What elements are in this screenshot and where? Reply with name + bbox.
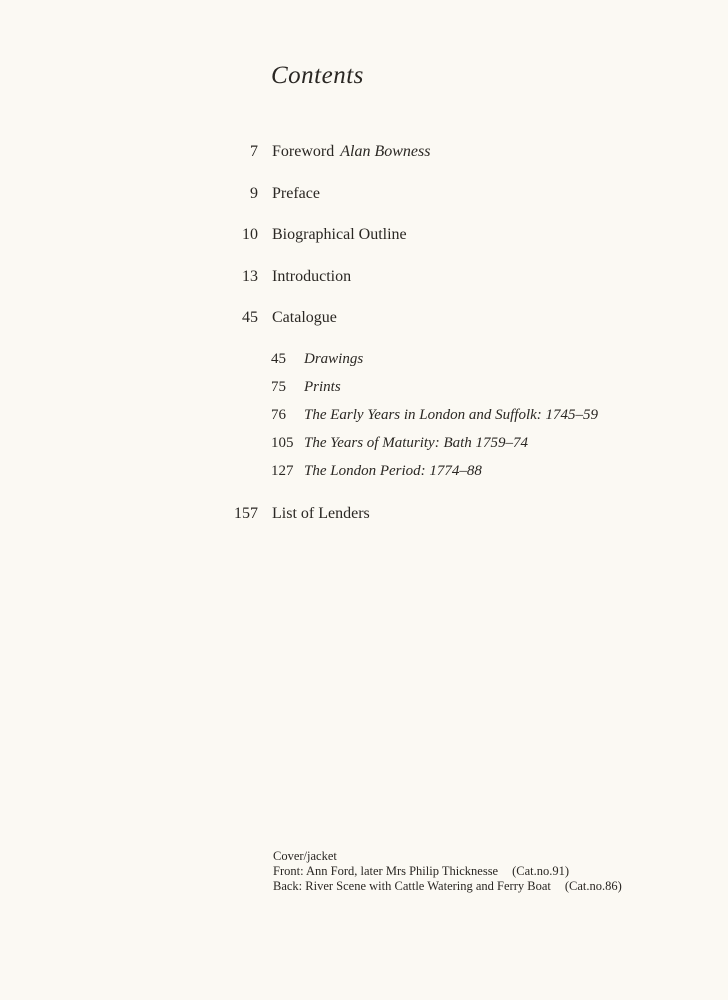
toc-label: Biographical Outline <box>272 226 407 243</box>
toc-page-number: 13 <box>242 268 258 285</box>
toc-entry-biographical-outline[interactable] <box>0 226 728 248</box>
toc-sub-page-number: 75 <box>271 379 286 395</box>
toc-page-number: 9 <box>250 185 258 202</box>
toc-subentry-years-of-maturity[interactable] <box>0 435 728 455</box>
toc-page-number: 10 <box>242 226 258 243</box>
toc-sub-page-number: 105 <box>271 435 294 451</box>
cover-back-cat: (Cat.no.86) <box>564 879 622 893</box>
toc-page-number: 157 <box>234 505 258 522</box>
toc-entry-foreword[interactable] <box>0 143 728 165</box>
toc-label <box>272 143 430 161</box>
toc-author: Alan Bowness <box>340 143 431 160</box>
toc-sub-label: Drawings <box>304 351 364 367</box>
cover-front: Front: Ann Ford, later Mrs Philip Thicknesse <box>273 864 499 878</box>
toc-sub-label: The Years of Maturity: Bath 1759–74 <box>304 435 529 451</box>
toc-sub-page-number: 45 <box>271 351 286 367</box>
toc-sub-page-number: 127 <box>271 463 294 479</box>
cover-back-line <box>273 879 622 894</box>
toc-entry-catalogue[interactable] <box>0 309 728 331</box>
toc-entry-preface[interactable] <box>0 185 728 207</box>
toc-label: Preface <box>272 185 320 202</box>
toc-page-number: 7 <box>250 143 258 160</box>
cover-credits <box>273 849 622 894</box>
toc-page-number: 45 <box>242 309 258 326</box>
toc-entry-list-of-lenders[interactable] <box>0 505 728 527</box>
toc-subentry-early-years[interactable] <box>0 407 728 427</box>
cover-front-line <box>273 864 622 879</box>
toc-label: Catalogue <box>272 309 337 326</box>
cover-back: Back: River Scene with Cattle Watering and Ferry Boat <box>273 879 551 893</box>
cover-front-cat: (Cat.no.91) <box>512 864 570 878</box>
toc-label: List of Lenders <box>272 505 370 522</box>
toc-sub-page-number: 76 <box>271 407 286 423</box>
toc-label-text: Foreword <box>272 143 335 160</box>
toc-sub-label: The Early Years in London and Suffolk: 1745–59 <box>304 407 599 423</box>
toc-subentry-prints[interactable] <box>0 379 728 399</box>
toc-subentry-drawings[interactable] <box>0 351 728 371</box>
toc-label: Introduction <box>272 268 352 285</box>
page-title: Contents <box>271 62 364 89</box>
toc-sub-label: The London Period: 1774–88 <box>304 463 482 479</box>
toc-sub-label: Prints <box>304 379 341 395</box>
toc-entry-introduction[interactable] <box>0 268 728 290</box>
toc-subentry-london-period[interactable] <box>0 463 728 483</box>
cover-heading: Cover/jacket <box>273 849 337 863</box>
